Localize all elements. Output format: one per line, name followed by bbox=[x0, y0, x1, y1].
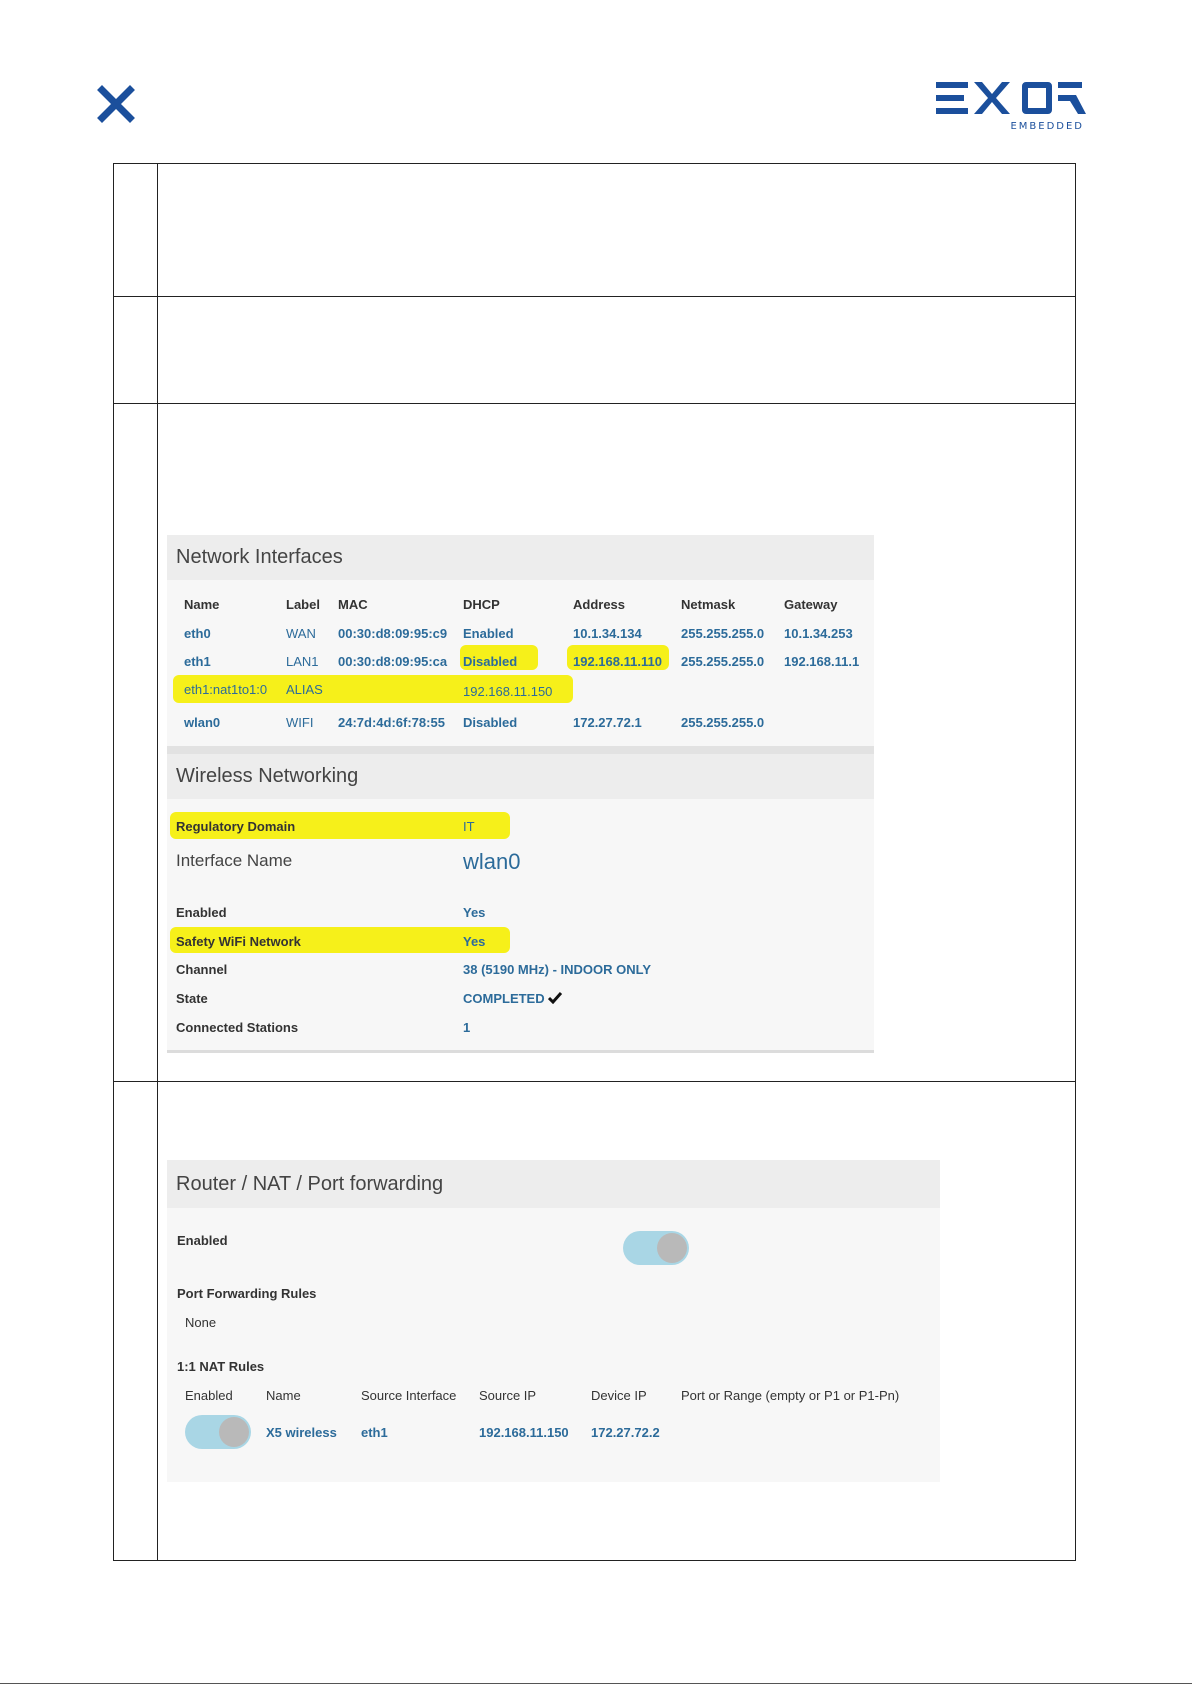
regulatory-domain-value: IT bbox=[463, 819, 475, 834]
checkmark-icon bbox=[548, 992, 562, 1004]
nat-column-header: Source Interface bbox=[361, 1388, 457, 1403]
column-header: MAC bbox=[338, 597, 368, 612]
table-cell: 192.168.11.1 bbox=[784, 654, 860, 669]
exor-wordmark-icon bbox=[936, 80, 1086, 120]
table-cell: 10.1.34.253 bbox=[784, 626, 853, 641]
nat-rules-label: 1:1 NAT Rules bbox=[177, 1359, 265, 1374]
enabled-value: Yes bbox=[463, 905, 486, 920]
table-row-divider bbox=[114, 1081, 1075, 1082]
table-cell: Enabled bbox=[463, 626, 514, 641]
table-cell: 172.27.72.1 bbox=[573, 715, 642, 730]
table-cell: WAN bbox=[286, 626, 316, 641]
port-forwarding-label: Port Forwarding Rules bbox=[177, 1286, 317, 1301]
regulatory-domain-label: Regulatory Domain bbox=[176, 819, 296, 834]
page-bottom-rule bbox=[0, 1683, 1192, 1684]
table-cell: Disabled bbox=[463, 654, 518, 669]
interface-name-value: wlan0 bbox=[463, 849, 521, 874]
column-header: DHCP bbox=[463, 597, 500, 612]
panel-bottom-border bbox=[167, 1050, 874, 1053]
table-row-divider bbox=[114, 296, 1075, 297]
wireless-networking-header bbox=[167, 754, 874, 799]
network-interfaces-header bbox=[167, 535, 874, 580]
nat-rule-source-interface: eth1 bbox=[361, 1425, 388, 1440]
table-cell: 10.1.34.134 bbox=[573, 626, 642, 641]
table-cell: 192.168.11.110 bbox=[573, 654, 662, 669]
panel-title: Network Interfaces bbox=[176, 546, 343, 568]
column-header: Netmask bbox=[681, 597, 736, 612]
table-cell: LAN1 bbox=[286, 654, 319, 669]
table-cell: ALIAS bbox=[286, 682, 323, 697]
safety-wifi-label: Safety WiFi Network bbox=[176, 934, 301, 949]
table-cell: 255.255.255.0 bbox=[681, 626, 765, 641]
state-text: COMPLETED bbox=[463, 991, 545, 1006]
safety-wifi-value: Yes bbox=[463, 934, 486, 949]
connected-stations-value: 1 bbox=[463, 1020, 471, 1035]
exor-logo bbox=[936, 80, 1086, 134]
table-cell: 255.255.255.0 bbox=[681, 654, 765, 669]
column-header: Address bbox=[573, 597, 626, 612]
panel-title: Router / NAT / Port forwarding bbox=[176, 1173, 444, 1195]
table-cell: eth1:nat1to1:0 bbox=[184, 682, 268, 697]
enabled-label: Enabled bbox=[176, 905, 227, 920]
connected-stations-label: Connected Stations bbox=[176, 1020, 299, 1035]
nat-column-header: Enabled bbox=[185, 1388, 233, 1403]
table-cell: Disabled bbox=[463, 715, 518, 730]
router-enabled-toggle[interactable] bbox=[623, 1231, 689, 1265]
state-label: State bbox=[176, 991, 208, 1006]
x-mark-icon bbox=[96, 84, 136, 124]
port-forwarding-value: None bbox=[185, 1315, 217, 1330]
table-cell: 00:30:d8:09:95:ca bbox=[338, 654, 448, 669]
table-cell: 255.255.255.0 bbox=[681, 715, 765, 730]
column-header: Gateway bbox=[784, 597, 838, 612]
table-cell: 192.168.11.150 bbox=[463, 684, 553, 699]
nat-rule-enabled-toggle[interactable] bbox=[185, 1415, 251, 1449]
toggle-knob bbox=[657, 1233, 687, 1263]
toggle-knob bbox=[219, 1417, 249, 1447]
exor-tagline: EMBEDDED bbox=[1010, 121, 1084, 132]
nat-rule-device-ip: 172.27.72.2 bbox=[591, 1425, 660, 1440]
router-header bbox=[167, 1160, 940, 1208]
channel-label: Channel bbox=[176, 962, 228, 977]
interface-name-label: Interface Name bbox=[176, 851, 293, 870]
router-enabled-label: Enabled bbox=[177, 1233, 228, 1248]
column-header: Name bbox=[184, 597, 220, 612]
nat-column-header: Device IP bbox=[591, 1388, 647, 1403]
nat-rule-name[interactable]: X5 wireless bbox=[266, 1425, 337, 1440]
nat-column-header: Source IP bbox=[479, 1388, 537, 1403]
panel-separator bbox=[167, 746, 874, 754]
nat-rule-source-ip: 192.168.11.150 bbox=[479, 1425, 569, 1440]
table-cell: WIFI bbox=[286, 715, 314, 730]
table-row-divider bbox=[114, 403, 1075, 404]
state-value bbox=[463, 991, 562, 1006]
panel-title: Wireless Networking bbox=[176, 765, 359, 787]
column-header: Label bbox=[286, 597, 320, 612]
table-cell: 00:30:d8:09:95:c9 bbox=[338, 626, 448, 641]
router-screenshot bbox=[167, 1160, 940, 1482]
table-cell[interactable]: wlan0 bbox=[184, 715, 221, 730]
table-column-divider bbox=[157, 164, 158, 1560]
table-cell[interactable]: eth1 bbox=[184, 654, 211, 669]
nat-column-header: Name bbox=[266, 1388, 301, 1403]
table-cell: 24:7d:4d:6f:78:55 bbox=[338, 715, 445, 730]
channel-value: 38 (5190 MHz) - INDOOR ONLY bbox=[463, 962, 652, 977]
nat-column-header: Port or Range (empty or P1 or P1-Pn) bbox=[681, 1388, 900, 1403]
network-screenshot bbox=[167, 535, 874, 1053]
table-cell[interactable]: eth0 bbox=[184, 626, 211, 641]
